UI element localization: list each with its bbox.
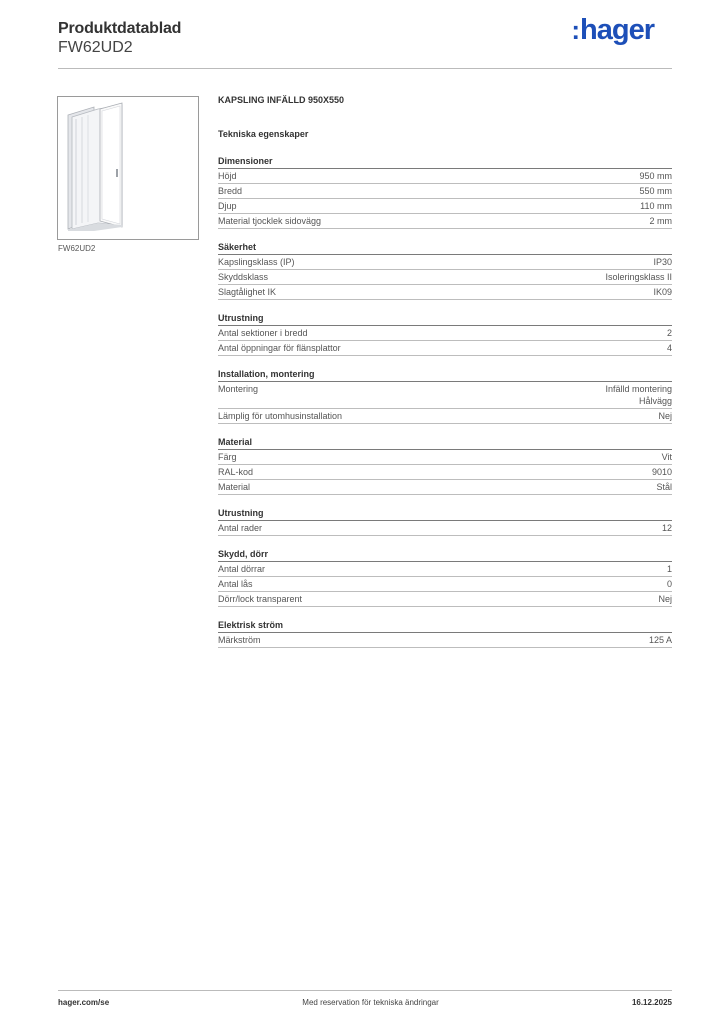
spec-label: Skyddsklass bbox=[218, 272, 269, 282]
product-code: FW62UD2 bbox=[58, 39, 133, 56]
spec-value: 125 A bbox=[648, 635, 672, 645]
spec-value: 9010 bbox=[651, 467, 672, 477]
spec-value: 950 mm bbox=[639, 171, 672, 181]
spec-group-title: Utrustning bbox=[218, 507, 672, 521]
spec-group-title: Utrustning bbox=[218, 312, 672, 326]
spec-value: 12 bbox=[661, 523, 672, 533]
spec-label: Antal rader bbox=[218, 523, 263, 533]
spec-group bbox=[218, 507, 672, 536]
spec-value: Vit bbox=[661, 452, 672, 462]
product-name: KAPSLING INFÄLLD 950X550 bbox=[218, 95, 345, 105]
spec-row bbox=[218, 255, 672, 270]
footer bbox=[58, 998, 672, 1007]
spec-row bbox=[218, 199, 672, 214]
spec-label: Märkström bbox=[218, 635, 261, 645]
spec-group bbox=[218, 548, 672, 607]
spec-row bbox=[218, 214, 672, 229]
spec-label: Kapslingsklass (IP) bbox=[218, 257, 295, 267]
header bbox=[58, 20, 181, 57]
spec-group bbox=[218, 368, 672, 424]
spec-row bbox=[218, 521, 672, 536]
spec-row bbox=[218, 562, 672, 577]
spec-label: Höjd bbox=[218, 171, 237, 181]
product-image bbox=[57, 96, 199, 240]
spec-value: Nej bbox=[658, 411, 672, 421]
spec-value: 110 mm bbox=[640, 201, 672, 211]
spec-label: Färg bbox=[218, 452, 237, 462]
section-heading: Tekniska egenskaper bbox=[218, 129, 309, 139]
spec-row bbox=[218, 169, 672, 184]
spec-value: Stål bbox=[656, 482, 672, 492]
footer-disclaimer: Med reservation för tekniska ändringar bbox=[302, 998, 439, 1007]
spec-value: 1 bbox=[666, 564, 672, 574]
spec-row bbox=[218, 184, 672, 199]
spec-row bbox=[218, 480, 672, 495]
spec-groups bbox=[218, 155, 672, 648]
image-caption: FW62UD2 bbox=[58, 244, 96, 253]
spec-label: Djup bbox=[218, 201, 237, 211]
spec-value: 2 mm bbox=[649, 216, 672, 226]
spec-value: 0 bbox=[666, 579, 672, 589]
spec-value: 2 bbox=[666, 328, 672, 338]
spec-group bbox=[218, 241, 672, 300]
spec-label: Material bbox=[218, 482, 251, 492]
spec-row bbox=[218, 465, 672, 480]
spec-row bbox=[218, 577, 672, 592]
spec-label: Dörr/lock transparent bbox=[218, 594, 303, 604]
spec-group-title: Skydd, dörr bbox=[218, 548, 672, 562]
spec-label: Antal dörrar bbox=[218, 564, 266, 574]
spec-row bbox=[218, 270, 672, 285]
spec-value: IK09 bbox=[653, 287, 672, 297]
spec-row bbox=[218, 592, 672, 607]
spec-row bbox=[218, 326, 672, 341]
spec-value: 4 bbox=[666, 343, 672, 353]
spec-group-title: Elektrisk ström bbox=[218, 619, 672, 633]
spec-group bbox=[218, 312, 672, 356]
spec-row bbox=[218, 382, 672, 409]
hager-logo: :hager bbox=[571, 14, 654, 46]
spec-row bbox=[218, 409, 672, 424]
spec-label: Montering bbox=[218, 384, 259, 394]
spec-row bbox=[218, 633, 672, 648]
logo-text: hager bbox=[580, 14, 654, 46]
spec-value: Isoleringsklass II bbox=[605, 272, 672, 282]
spec-group bbox=[218, 436, 672, 495]
spec-row bbox=[218, 450, 672, 465]
footer-website[interactable]: hager.com/se bbox=[58, 998, 110, 1007]
spec-group bbox=[218, 155, 672, 229]
enclosure-illustration bbox=[58, 97, 198, 239]
spec-row bbox=[218, 341, 672, 356]
spec-label: Antal sektioner i bredd bbox=[218, 328, 308, 338]
spec-row bbox=[218, 285, 672, 300]
spec-value: IP30 bbox=[653, 257, 672, 267]
spec-group-title: Säkerhet bbox=[218, 241, 672, 255]
spec-label: Antal lås bbox=[218, 579, 253, 589]
spec-value: 550 mm bbox=[639, 186, 672, 196]
footer-divider bbox=[58, 990, 672, 991]
document-title: Produktdatablad bbox=[58, 20, 182, 37]
spec-label: RAL-kod bbox=[218, 467, 254, 477]
spec-label: Slagtålighet IK bbox=[218, 287, 277, 297]
spec-label: Bredd bbox=[218, 186, 243, 196]
spec-label: Antal öppningar för flänsplattor bbox=[218, 343, 341, 353]
spec-group-title: Material bbox=[218, 436, 672, 450]
spec-group-title: Installation, montering bbox=[218, 368, 672, 382]
spec-group-title: Dimensioner bbox=[218, 155, 672, 169]
spec-group bbox=[218, 619, 672, 648]
spec-label: Lämplig för utomhusinstallation bbox=[218, 411, 343, 421]
spec-value: Infälld montering Hålvägg bbox=[605, 384, 672, 406]
spec-label: Material tjocklek sidovägg bbox=[218, 216, 322, 226]
spec-value: Nej bbox=[658, 594, 672, 604]
footer-date: 16.12.2025 bbox=[631, 998, 672, 1007]
specifications bbox=[218, 95, 672, 648]
header-divider bbox=[58, 68, 672, 69]
